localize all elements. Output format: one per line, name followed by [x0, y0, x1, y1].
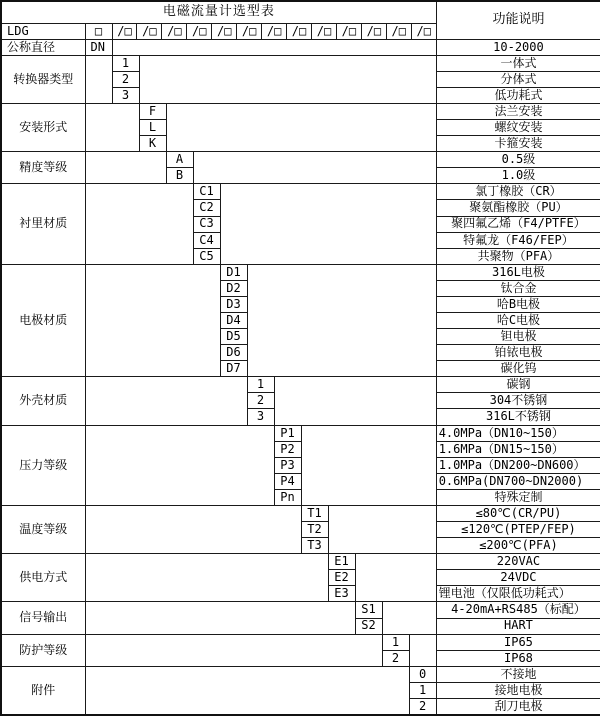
desc-cell: 0.6MPa(DN700~DN2000) — [436, 473, 600, 489]
category-label: 附件 — [1, 666, 85, 715]
code-box-first: □ — [94, 23, 103, 38]
empty-cell — [85, 152, 166, 184]
desc-cell: 10-2000 — [436, 39, 600, 55]
code-slot: /□ — [411, 24, 436, 39]
empty-cell — [328, 505, 436, 553]
desc-cell: 24VDC — [436, 570, 600, 586]
desc-cell: 316L电极 — [436, 264, 600, 280]
code-slot: /□ — [112, 24, 137, 39]
table-row — [1, 184, 600, 200]
desc-cell: 不接地 — [436, 666, 600, 682]
table-row — [1, 264, 600, 280]
empty-cell — [85, 666, 409, 715]
code-cell: L — [139, 120, 166, 136]
table-row — [1, 554, 600, 570]
desc-cell: 1.0级 — [436, 168, 600, 184]
code-cell: E1 — [328, 554, 355, 570]
empty-cell — [193, 152, 436, 184]
desc-cell: 分体式 — [436, 71, 600, 87]
desc-cell: 哈B电极 — [436, 296, 600, 312]
code-cell: 3 — [112, 87, 139, 103]
title-row — [1, 1, 600, 23]
empty-cell — [274, 377, 436, 425]
category-label: 衬里材质 — [1, 184, 85, 264]
code-slot: /□ — [336, 24, 361, 39]
code-cell: F — [139, 104, 166, 120]
category-label: 转换器类型 — [1, 55, 85, 103]
code-cell: D4 — [220, 313, 247, 329]
desc-cell: 法兰安装 — [436, 104, 600, 120]
desc-cell: 316L不锈钢 — [436, 409, 600, 425]
table-row — [1, 505, 600, 521]
desc-cell: 特氟龙（F46/FEP） — [436, 232, 600, 248]
empty-cell — [139, 55, 436, 103]
code-cell: T2 — [301, 522, 328, 538]
code-cell: 2 — [382, 650, 409, 666]
table-row — [1, 666, 600, 682]
code-cell: T3 — [301, 538, 328, 554]
desc-cell: 锂电池（仅限低功耗式） — [436, 586, 600, 602]
desc-cell: 接地电极 — [436, 682, 600, 698]
category-label: 供电方式 — [1, 554, 85, 602]
desc-cell: 304不锈钢 — [436, 393, 600, 409]
category-label: 温度等级 — [1, 505, 85, 553]
desc-cell: 螺纹安装 — [436, 120, 600, 136]
code-cell: 2 — [112, 71, 139, 87]
code-cell: C1 — [193, 184, 220, 200]
empty-cell — [85, 602, 355, 634]
desc-cell: 220VAC — [436, 554, 600, 570]
desc-cell: IP65 — [436, 634, 600, 650]
code-cell: DN — [85, 39, 112, 55]
category-label: 精度等级 — [1, 152, 85, 184]
code-cell: P2 — [274, 441, 301, 457]
desc-cell: 4-20mA+RS485（标配） — [436, 602, 600, 618]
code-cell: D6 — [220, 345, 247, 361]
code-cell: P4 — [274, 473, 301, 489]
table-row — [1, 377, 600, 393]
code-cell: C2 — [193, 200, 220, 216]
code-cell: 0 — [409, 666, 436, 682]
code-cell: 1 — [382, 634, 409, 650]
code-cell: A — [166, 152, 193, 168]
page-title: 电磁流量计选型表 — [1, 1, 436, 23]
empty-cell — [85, 55, 112, 103]
desc-cell: 卡箍安装 — [436, 136, 600, 152]
empty-cell — [409, 634, 436, 666]
empty-cell — [85, 634, 382, 666]
desc-cell: 1.0MPa（DN200~DN600） — [436, 457, 600, 473]
desc-cell: 聚四氟乙烯（F4/PTFE） — [436, 216, 600, 232]
code-cell: 2 — [247, 393, 274, 409]
code-cell: T1 — [301, 505, 328, 521]
code-slot: /□ — [186, 24, 211, 39]
empty-cell — [85, 554, 328, 602]
code-cell: D3 — [220, 296, 247, 312]
empty-cell — [355, 554, 436, 602]
desc-cell: 4.0MPa（DN10~150） — [436, 425, 600, 441]
code-cell: 3 — [247, 409, 274, 425]
empty-cell — [247, 264, 436, 377]
desc-cell: 聚氨酯橡胶（PU） — [436, 200, 600, 216]
code-cell: 1 — [409, 682, 436, 698]
desc-cell: 哈C电极 — [436, 313, 600, 329]
code-cell: P1 — [274, 425, 301, 441]
empty-cell — [112, 39, 436, 55]
code-cell: S1 — [355, 602, 382, 618]
desc-cell: 特殊定制 — [436, 489, 600, 505]
code-slot-bar — [85, 23, 436, 39]
table-row — [1, 152, 600, 168]
code-cell: D2 — [220, 280, 247, 296]
code-slot: /□ — [311, 24, 336, 39]
code-cell: C3 — [193, 216, 220, 232]
desc-cell: 碳化钨 — [436, 361, 600, 377]
empty-cell — [382, 602, 436, 634]
code-slot: /□ — [261, 24, 286, 39]
code-slot: /□ — [161, 24, 186, 39]
code-cell: 1 — [112, 55, 139, 71]
desc-cell: 铂铱电极 — [436, 345, 600, 361]
table-row — [1, 55, 600, 71]
category-label: 压力等级 — [1, 425, 85, 505]
category-label: 安装形式 — [1, 104, 85, 152]
table-row — [1, 104, 600, 120]
desc-cell: 1.6MPa（DN15~150） — [436, 441, 600, 457]
model-prefix: LDG — [1, 23, 85, 39]
code-cell: 1 — [247, 377, 274, 393]
desc-cell: 0.5级 — [436, 152, 600, 168]
desc-cell: 刮刀电极 — [436, 698, 600, 715]
function-column-header: 功能说明 — [436, 1, 600, 39]
empty-cell — [220, 184, 436, 264]
desc-cell: 一体式 — [436, 55, 600, 71]
code-slot: /□ — [236, 24, 261, 39]
desc-cell: ≤120℃(PTEP/FEP) — [436, 522, 600, 538]
code-slot: /□ — [361, 24, 386, 39]
desc-cell: ≤80℃(CR/PU) — [436, 505, 600, 521]
category-label: 外壳材质 — [1, 377, 85, 425]
code-cell: C5 — [193, 248, 220, 264]
empty-cell — [166, 104, 436, 152]
code-cell: Pn — [274, 489, 301, 505]
empty-cell — [85, 264, 220, 377]
code-cell: E2 — [328, 570, 355, 586]
code-cell: E3 — [328, 586, 355, 602]
empty-cell — [85, 377, 247, 425]
desc-cell: 低功耗式 — [436, 87, 600, 103]
desc-cell: IP68 — [436, 650, 600, 666]
empty-cell — [85, 425, 274, 505]
desc-cell: 碳钢 — [436, 377, 600, 393]
empty-cell — [301, 425, 436, 505]
diameter-row — [1, 39, 600, 55]
code-cell: S2 — [355, 618, 382, 634]
table-row — [1, 425, 600, 441]
code-slot: /□ — [136, 24, 161, 39]
empty-cell — [85, 184, 193, 264]
code-slot: /□ — [211, 24, 236, 39]
code-slot: /□ — [386, 24, 411, 39]
code-cell: D7 — [220, 361, 247, 377]
code-cell: D1 — [220, 264, 247, 280]
category-label: 电极材质 — [1, 264, 85, 377]
table-row — [1, 602, 600, 618]
code-cell: D5 — [220, 329, 247, 345]
empty-cell — [85, 104, 139, 152]
desc-cell: 共聚物（PFA） — [436, 248, 600, 264]
desc-cell: 钽电极 — [436, 329, 600, 345]
category-label: 防护等级 — [1, 634, 85, 666]
desc-cell: ≤200℃(PFA) — [436, 538, 600, 554]
desc-cell: 钛合金 — [436, 280, 600, 296]
desc-cell: HART — [436, 618, 600, 634]
code-cell: P3 — [274, 457, 301, 473]
code-cell: 2 — [409, 698, 436, 715]
empty-cell — [85, 505, 301, 553]
category-label: 公称直径 — [1, 39, 85, 55]
code-cell: C4 — [193, 232, 220, 248]
code-cell: B — [166, 168, 193, 184]
desc-cell: 氯丁橡胶（CR） — [436, 184, 600, 200]
table-row — [1, 634, 600, 650]
category-label: 信号输出 — [1, 602, 85, 634]
code-cell: K — [139, 136, 166, 152]
code-slot: /□ — [286, 24, 311, 39]
